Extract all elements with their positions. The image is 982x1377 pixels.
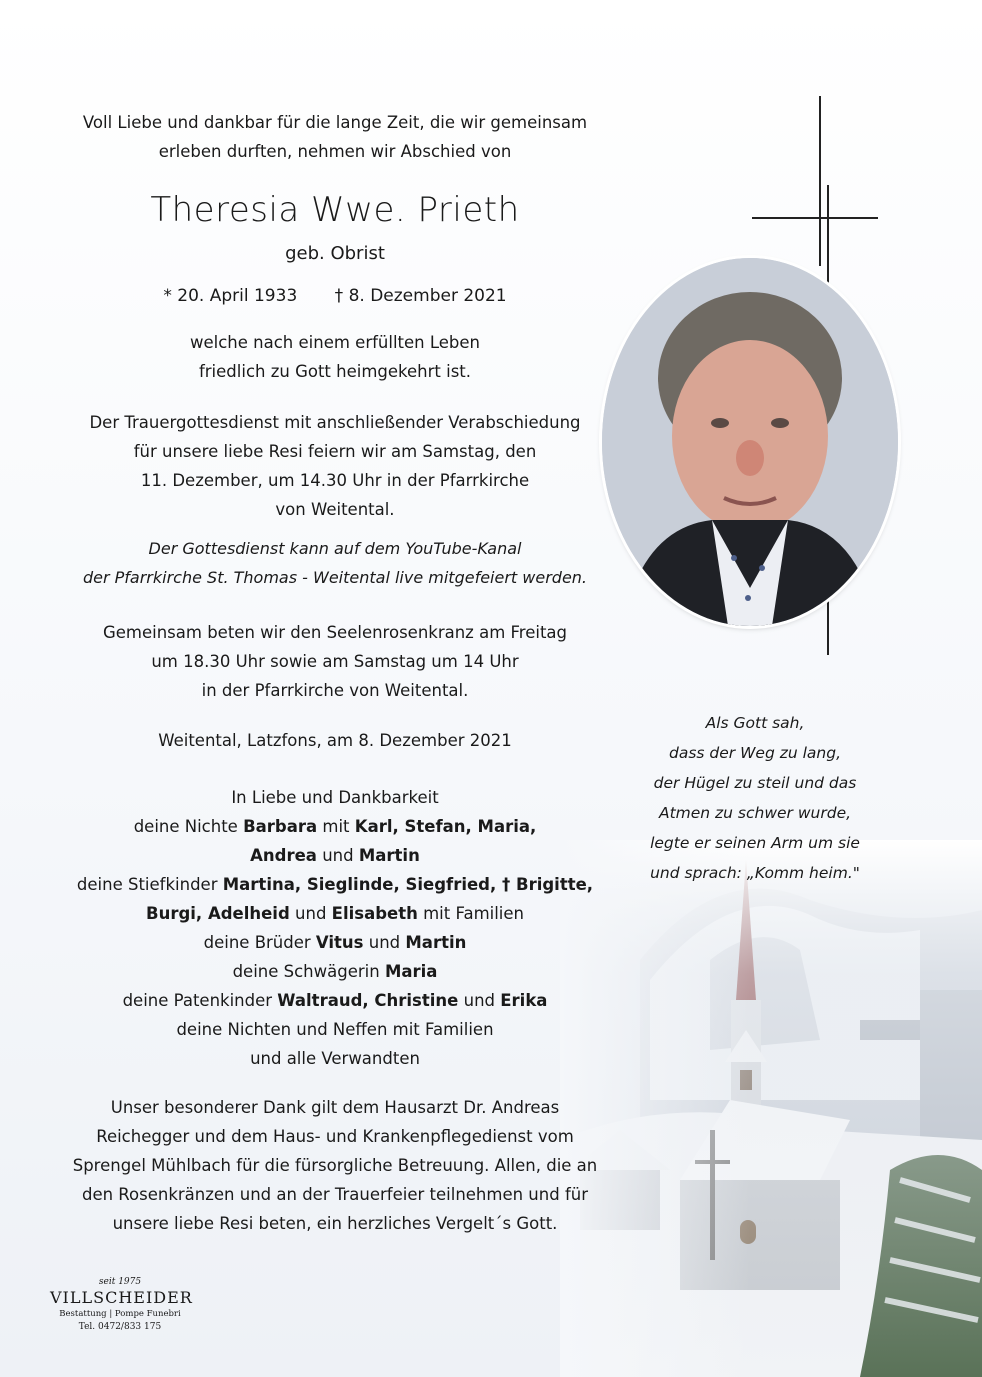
thanks-text [60,1093,610,1238]
family-name: Karl, Stefan, Maria, [354,817,537,836]
poem-line: der Hügel zu steil und das [653,774,857,792]
rosary-line: um 18.30 Uhr sowie am Samstag um 14 Uhr [151,652,519,671]
funeral-service-text [60,408,610,524]
poem-line: dass der Weg zu lang, [669,744,841,762]
family-text: und [363,933,406,952]
thanks-line: den Rosenkränzen und an der Trauerfeier teilnehmen und für [81,1185,588,1204]
death-date: † 8. Dezember 2021 [334,286,507,306]
family-name: Burgi, Adelheid [146,904,290,923]
stream-line: der Pfarrkirche St. Thomas - Weitental live mitgefeiert werden. [82,568,588,587]
rosary-line: in der Pfarrkirche von Weitental. [201,681,469,700]
family-line [60,928,610,957]
logo-brand: VILLSCHEIDER [50,1288,193,1307]
intro-text [60,108,610,166]
family-line [60,812,610,841]
family-text: und [316,846,359,865]
family-text: mit [317,817,355,836]
cross-horizontal-line [752,217,878,219]
deceased-name: Theresia Wwe. Prieth [150,190,520,230]
birth-date: * 20. April 1933 [163,286,298,306]
family-text: deine Patenkinder [122,991,278,1010]
family-line [60,841,610,870]
rosary-line: Gemeinsam beten wir den Seelenrosenkranz am Freitag [102,623,568,642]
family-list [60,783,610,1073]
family-line [60,899,610,928]
service-line: 11. Dezember, um 14.30 Uhr in der Pfarrkirche [140,471,530,490]
life-dates [60,282,610,310]
maiden-name: geb. Obrist [285,243,385,264]
family-name: Erika [500,991,548,1010]
family-name: Vitus [315,933,364,952]
intro-line: Voll Liebe und dankbar für die lange Zeit, die wir gemeinsam [82,113,588,132]
family-name: Andrea [250,846,317,865]
logo-phone: Tel. 0472/833 175 [78,1322,162,1332]
life-text [60,328,610,386]
family-text: und [289,904,332,923]
thanks-line: Sprengel Mühlbach für die fürsorgliche Betreuung. Allen, die an [72,1156,598,1175]
winter-church-scene-image [560,840,982,1377]
poem-line: Atmen zu schwer wurde, [658,804,852,822]
family-line [60,986,610,1015]
poem-line: und sprach: „Komm heim." [650,864,860,882]
funeral-home-logo [50,1276,193,1334]
livestream-note [60,534,610,592]
family-name: Waltraud, Christine [277,991,459,1010]
logo-subtitle: Bestattung | Pompe Funebri [59,1309,181,1319]
family-line: und alle Verwandten [250,1049,420,1068]
poem [630,708,880,888]
service-line: von Weitental. [275,500,395,519]
poem-line: legte er seinen Arm um sie [650,834,860,852]
logo-since: seit 1975 [98,1277,142,1287]
family-name: Maria [384,962,438,981]
family-line [60,957,610,986]
place-date: Weitental, Latzfons, am 8. Dezember 2021 [158,731,512,750]
thanks-line: unsere liebe Resi beten, ein herzliches Vergelt´s Gott. [112,1214,558,1233]
family-line: In Liebe und Dankbarkeit [231,788,439,807]
thanks-line: Unser besonderer Dank gilt dem Hausarzt Dr. Andreas [110,1098,560,1117]
family-text: mit Familien [417,904,524,923]
family-line [60,870,610,899]
poem-line: Als Gott sah, [705,714,805,732]
cross-vertical-line [819,96,821,266]
family-name: Martin [358,846,420,865]
family-name: Martina, Sieglinde, Siegfried, † Brigitte, [222,875,594,894]
family-text: deine Schwägerin [232,962,385,981]
family-line: deine Nichten und Neffen mit Familien [176,1020,494,1039]
stream-line: Der Gottesdienst kann auf dem YouTube-Kanal [148,539,522,558]
intro-line: erleben durften, nehmen wir Abschied von [158,142,512,161]
service-line: Der Trauergottesdienst mit anschließender Verabschiedung [89,413,581,432]
family-text: deine Brüder [203,933,316,952]
life-line: friedlich zu Gott heimgekehrt ist. [198,362,472,381]
life-line: welche nach einem erfüllten Leben [190,333,480,352]
portrait-photo [602,258,898,626]
rosary-text [60,618,610,705]
family-name: Martin [405,933,467,952]
family-name: Barbara [243,817,318,836]
family-name: Elisabeth [331,904,418,923]
family-text: deine Stiefkinder [76,875,223,894]
family-text: deine Nichte [133,817,244,836]
family-text: und [458,991,501,1010]
thanks-line: Reichegger und dem Haus- und Krankenpflegedienst vom [96,1127,574,1146]
service-line: für unsere liebe Resi feiern wir am Samstag, den [133,442,537,461]
